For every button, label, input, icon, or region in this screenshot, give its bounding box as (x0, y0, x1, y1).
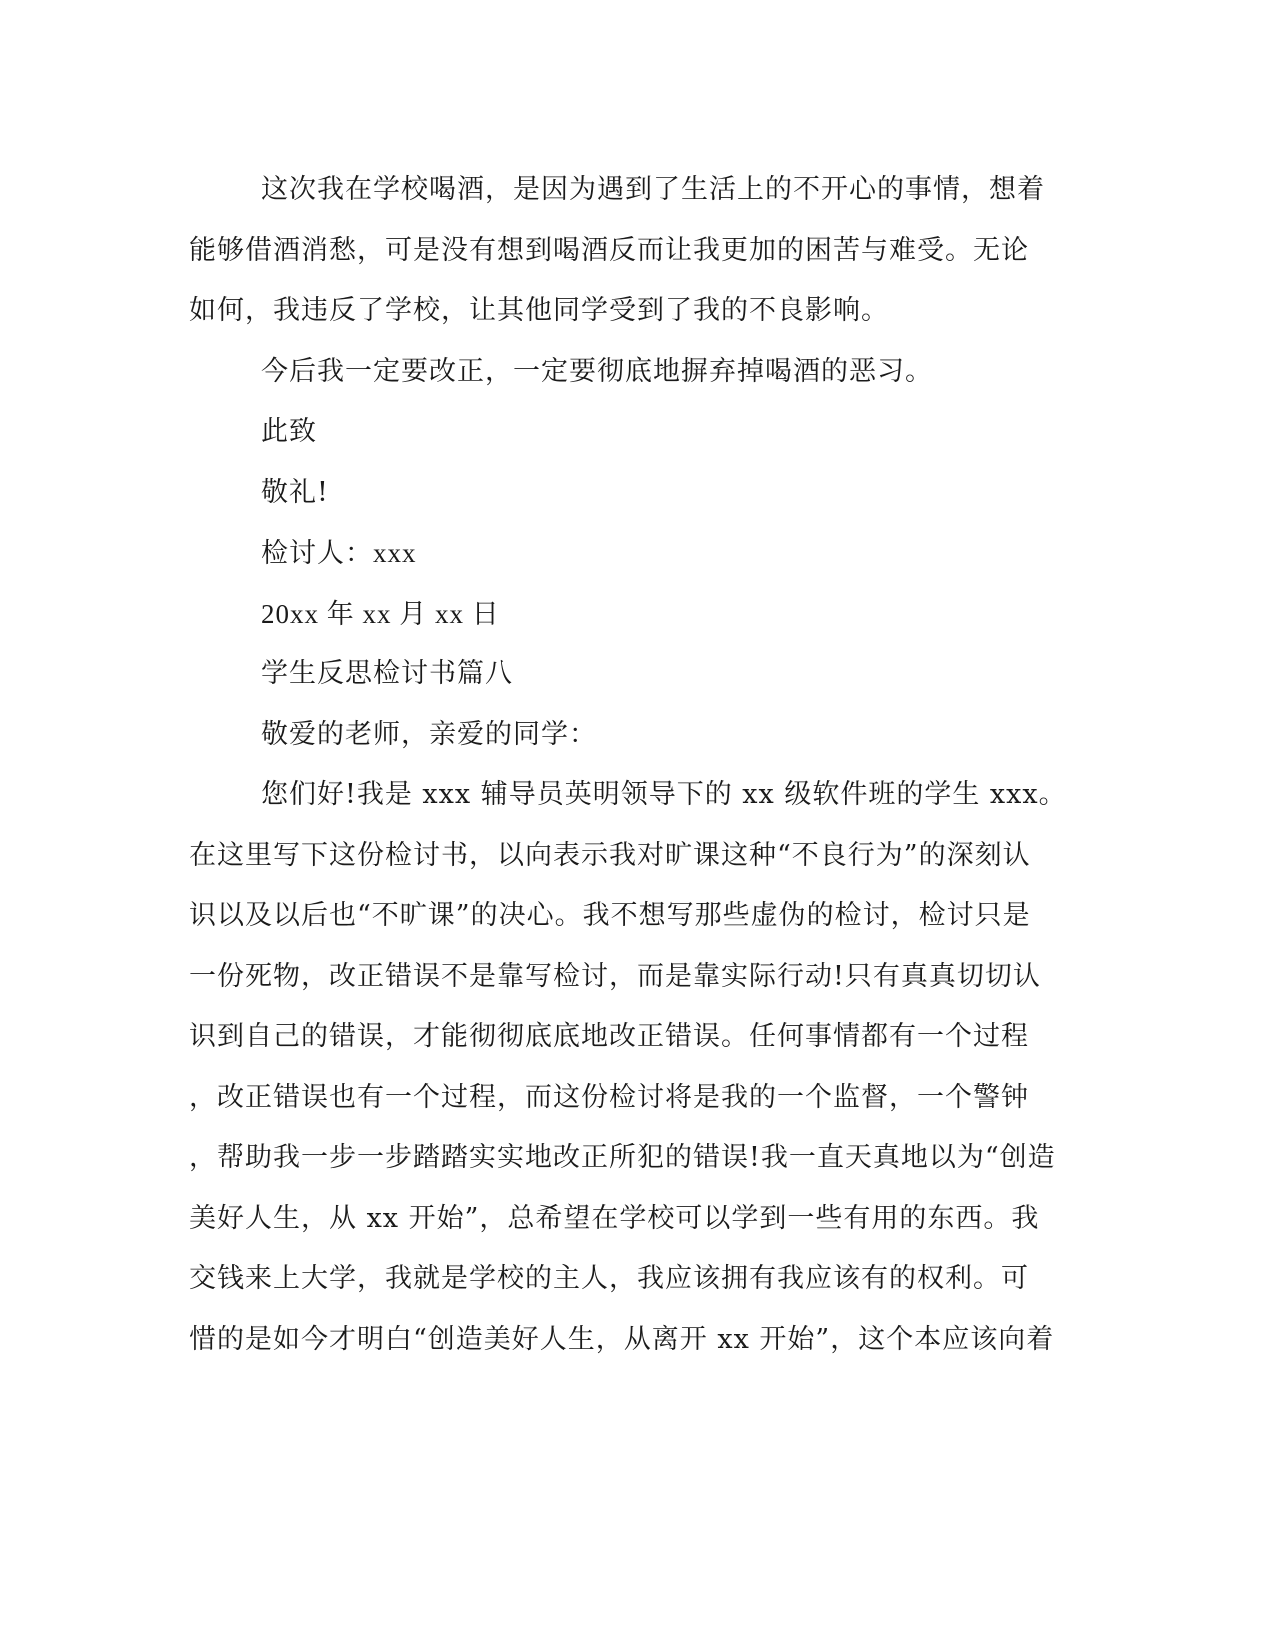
text-line: 在这里写下这份检讨书，以向表示我对旷课这种“不良行为”的深刻认 (189, 839, 1031, 871)
text-line: 能够借酒消愁，可是没有想到喝酒反而让我更加的困苦与难受。无论 (189, 234, 1029, 266)
text-line: 这次我在学校喝酒，是因为遇到了生活上的不开心的事情，想着 (261, 174, 1045, 205)
text-line: 交钱来上大学，我就是学校的主人，我应该拥有我应该有的权利。可 (189, 1263, 1029, 1294)
text-line: 您们好!我是 xxx 辅导员英明领导下的 xx 级软件班的学生 xxx。 (261, 779, 1067, 810)
section-heading: 学生反思检讨书篇八 (261, 658, 513, 689)
text-line: 识到自己的错误，才能彻彻底底地改正错误。任何事情都有一个过程 (189, 1021, 1029, 1052)
text-line: 识以及以后也“不旷课”的决心。我不想写那些虚伪的检讨，检讨只是 (189, 900, 1031, 931)
closing-salutation: 此致 (261, 416, 317, 447)
document-body (189, 160, 1076, 1370)
signature-line: 检讨人：xxx (261, 538, 417, 568)
date-line: 20xx 年 xx 月 xx 日 (261, 598, 500, 629)
text-line: ，改正错误也有一个过程，而这份检讨将是我的一个监督，一个警钟 (189, 1081, 1029, 1113)
text-line: 今后我一定要改正，一定要彻底地摒弃掉喝酒的恶习。 (261, 355, 933, 387)
text-line: 如何，我违反了学校，让其他同学受到了我的不良影响。 (189, 295, 889, 326)
text-line: 惜的是如今才明白“创造美好人生，从离开 xx 开始”，这个本应该向着 (189, 1323, 1055, 1355)
text-line: 一份死物，改正错误不是靠写检讨，而是靠实际行动!只有真真切切认 (189, 960, 1041, 992)
text-line: ，帮助我一步一步踏踏实实地改正所犯的错误!我一直天真地以为“创造 (189, 1142, 1056, 1173)
closing-regards: 敬礼! (261, 476, 329, 508)
greeting-line: 敬爱的老师，亲爱的同学： (261, 718, 597, 750)
text-line: 美好人生，从 xx 开始”，总希望在学校可以学到一些有用的东西。我 (189, 1202, 1040, 1234)
